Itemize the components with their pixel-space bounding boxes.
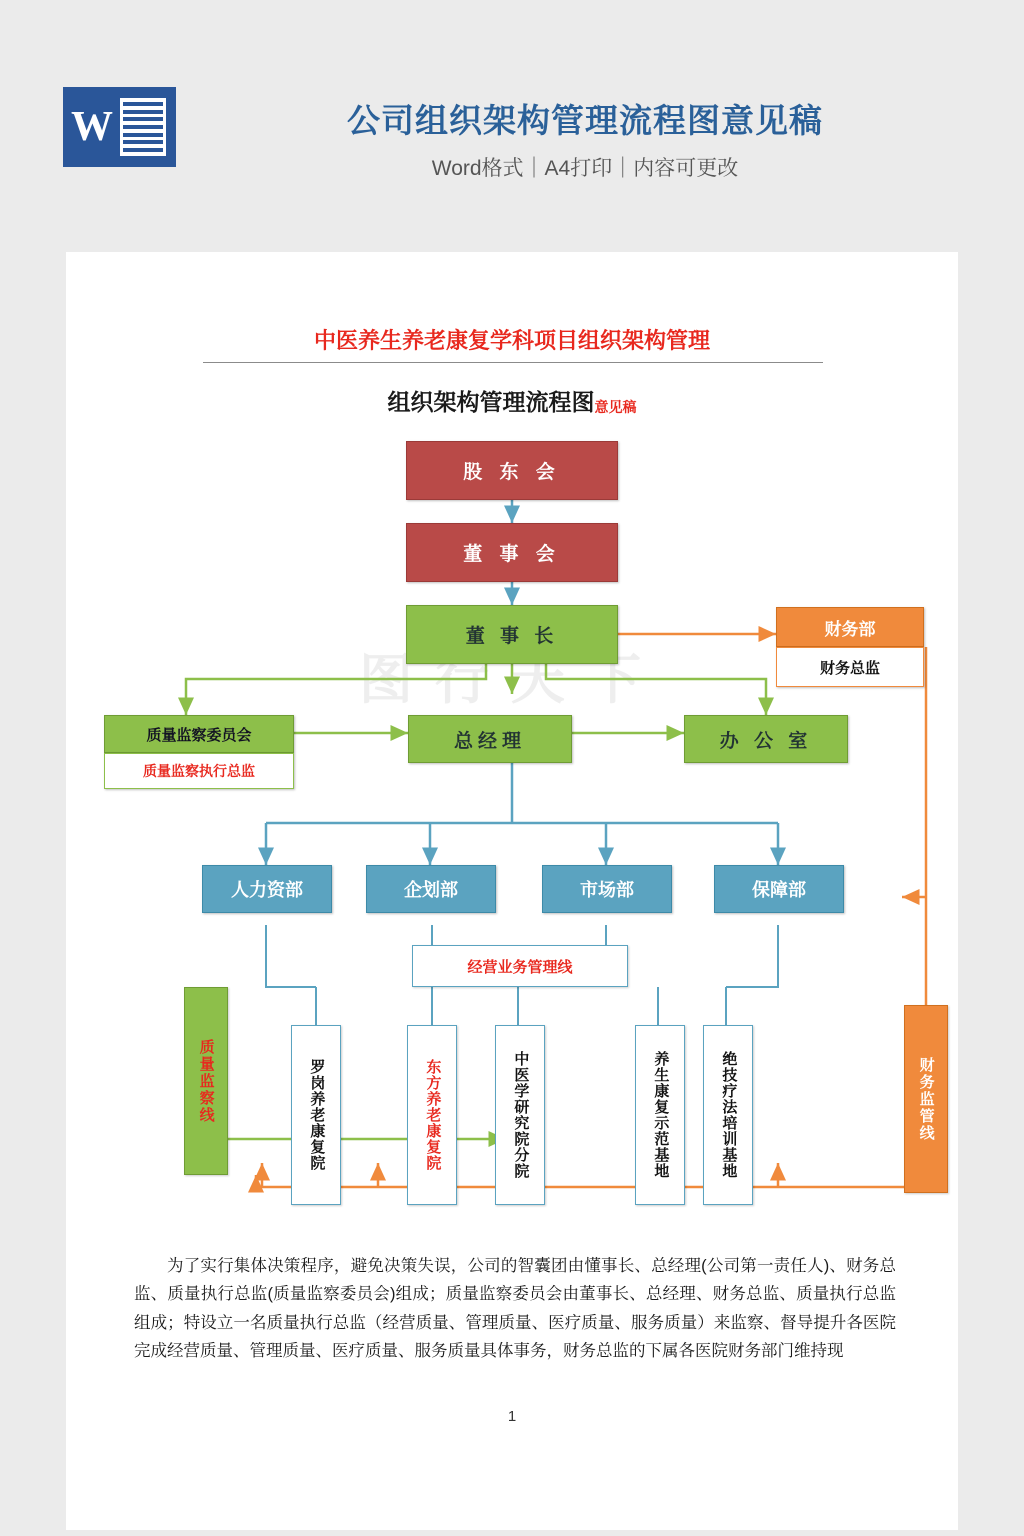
node-quality-director[interactable]: 质量监察执行总监 xyxy=(104,753,294,789)
logo-letter: W xyxy=(71,104,113,150)
leaf-tcm-research-branch[interactable]: 中医学研究院分院 xyxy=(495,1025,545,1205)
logo-lines xyxy=(120,98,166,156)
heading-divider xyxy=(203,362,823,363)
word-document-icon xyxy=(63,87,176,167)
page-number: 1 xyxy=(507,1408,517,1425)
body-paragraph xyxy=(134,1252,896,1366)
node-chairman[interactable]: 董 事 长 xyxy=(406,605,618,664)
watermark: 图行天下 xyxy=(359,650,663,710)
node-quality-line[interactable] xyxy=(184,987,228,1175)
node-shareholders[interactable]: 股 东 会 xyxy=(406,441,618,500)
document-sheet xyxy=(66,252,958,1530)
node-finance-dept[interactable]: 财务部 xyxy=(776,607,924,647)
paragraph-text: 为了实行集体决策程序，避免决策失误，公司的智囊团由懂事长、总经理(公司第一责任人)、财务总监、质量执行总监(质量监察委员会)组成；质量监察委员会由董事长、总经理、财务总监、质量执行总监组成；特设立一名质量执行总监（经营质量、管理质量、医疗质量、服务质量）来监察、督导提升各医院完成经营质量、管理质量、医疗质量、服务质量具体事务，财务总监的下属各医院财务部门维持现 xyxy=(134,1257,896,1361)
subheading-note: 意见稿 xyxy=(594,399,637,415)
node-office[interactable]: 办 公 室 xyxy=(684,715,848,763)
node-general-manager[interactable]: 总经理 xyxy=(408,715,572,763)
page-header xyxy=(0,0,1024,252)
leaf-dongfang-care-home[interactable]: 东方养老康复院 xyxy=(407,1025,457,1205)
page-title: 公司组织架构管理流程图意见稿 xyxy=(347,102,823,139)
node-market-dept[interactable]: 市场部 xyxy=(542,865,672,913)
node-quality-committee[interactable]: 质量监察委员会 xyxy=(104,715,294,753)
node-finance-line[interactable] xyxy=(904,1005,948,1193)
leaf-wellness-demo-base[interactable]: 养生康复示范基地 xyxy=(635,1025,685,1205)
document-subheading xyxy=(66,384,958,417)
node-quality-line-label: 质量监察线 xyxy=(197,1038,215,1124)
node-planning-dept[interactable]: 企划部 xyxy=(366,865,496,913)
node-support-dept[interactable]: 保障部 xyxy=(714,865,844,913)
node-hr-dept[interactable]: 人力资部 xyxy=(202,865,332,913)
page-subtitle: Word格式｜A4打印｜内容可更改 xyxy=(431,157,739,180)
org-chart xyxy=(66,427,958,1227)
subheading-text: 组织架构管理流程图 xyxy=(387,389,595,415)
document-heading: 中医养生养老康复学科项目组织架构管理 xyxy=(313,328,710,353)
node-board[interactable]: 董 事 会 xyxy=(406,523,618,582)
leaf-technique-training-base[interactable]: 绝技疗法培训基地 xyxy=(703,1025,753,1205)
node-business-line[interactable]: 经营业务管理线 xyxy=(412,945,628,987)
node-finance-cfo[interactable]: 财务总监 xyxy=(776,647,924,687)
node-finance-line-label: 财务监管线 xyxy=(917,1056,935,1142)
leaf-luogang-care-home[interactable]: 罗岗养老康复院 xyxy=(291,1025,341,1205)
